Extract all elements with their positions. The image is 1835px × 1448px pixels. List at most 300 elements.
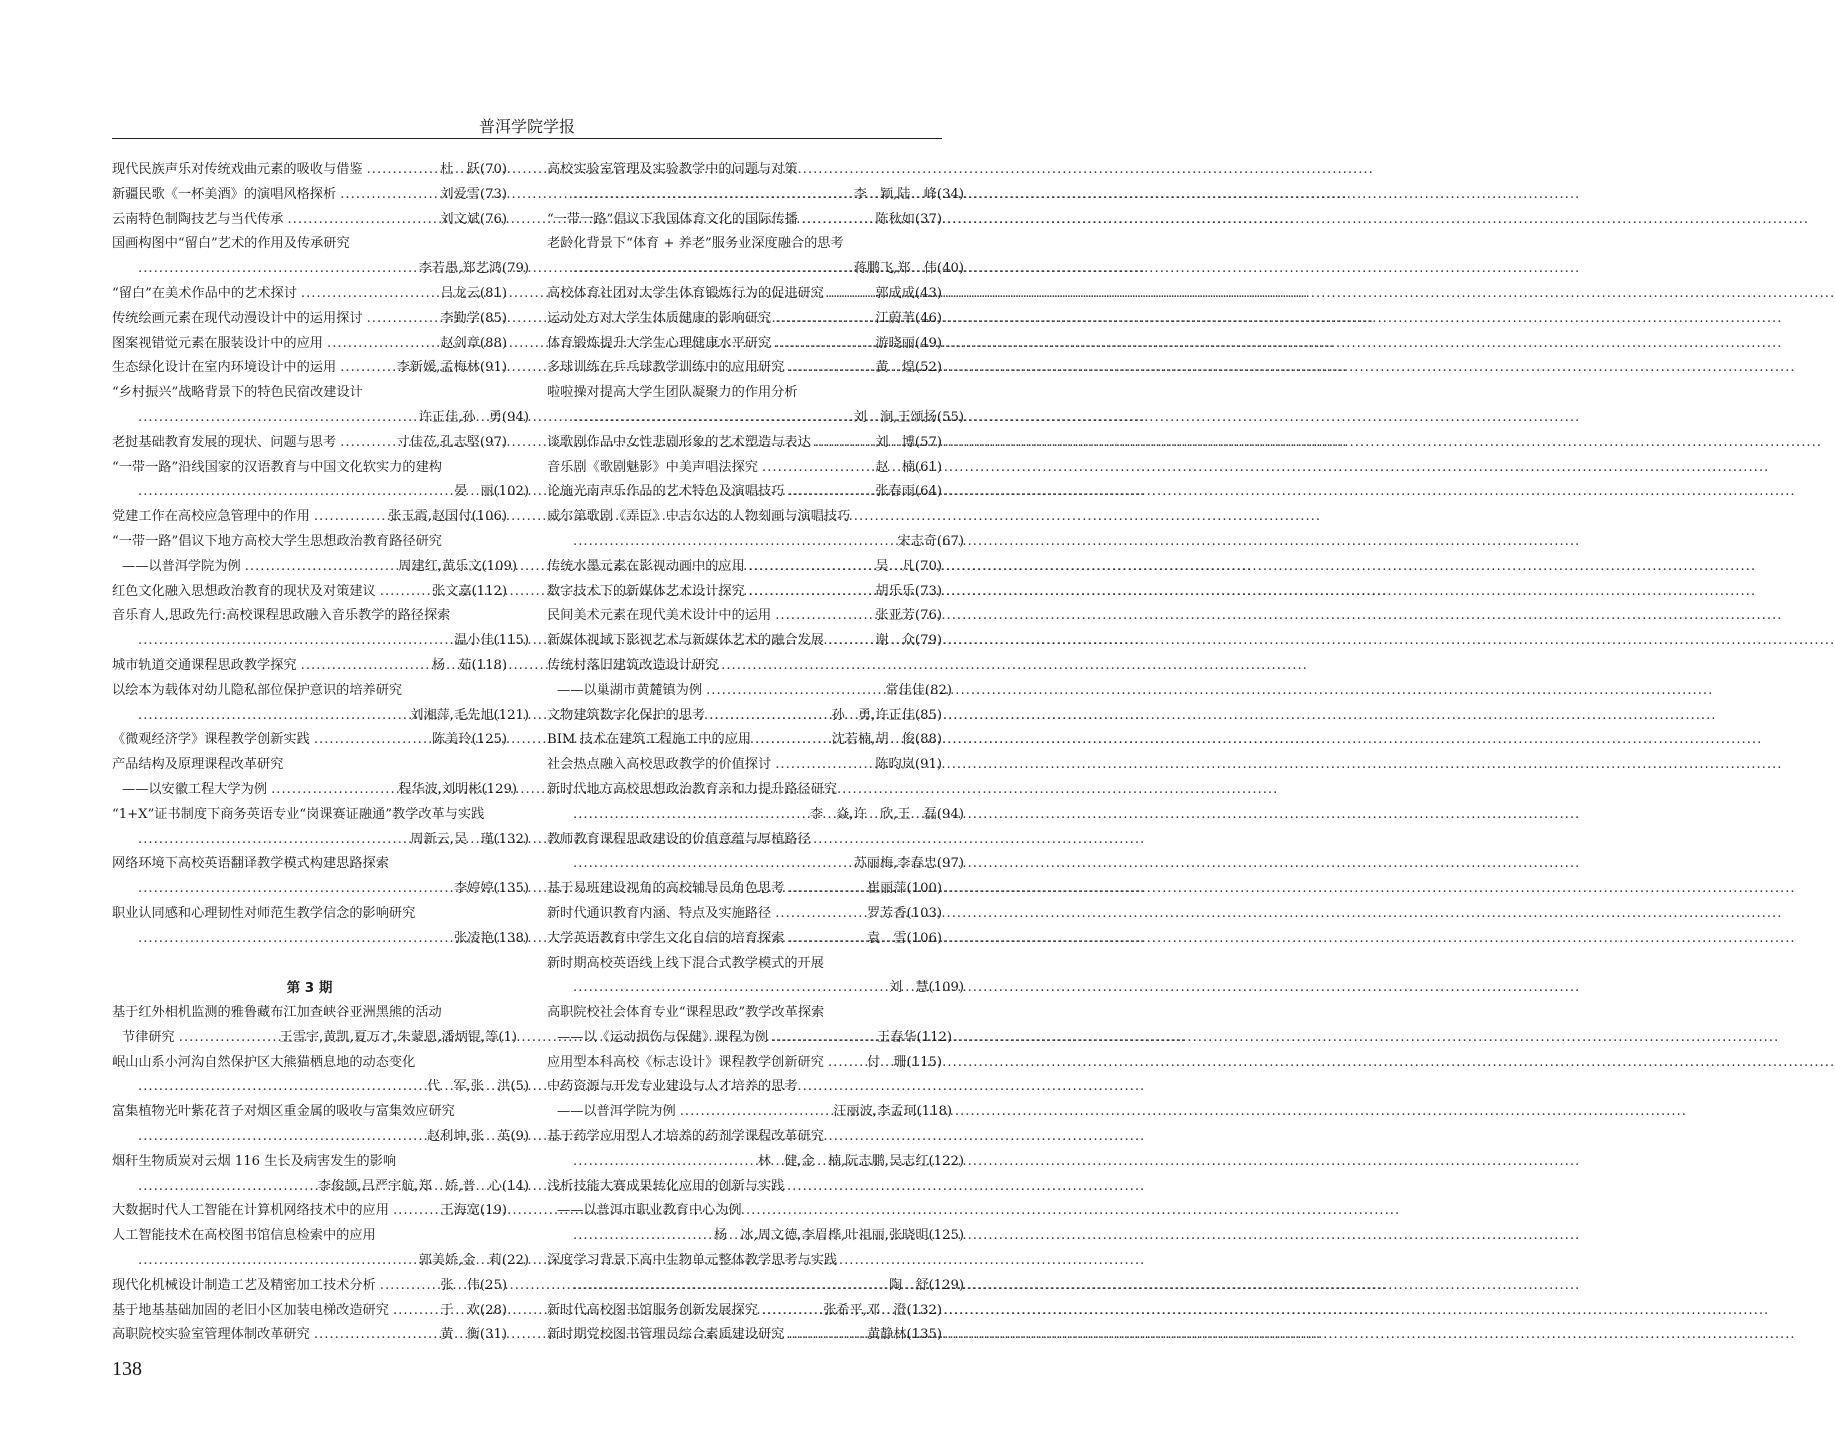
toc-entry-row: [112, 927, 529, 952]
toc-entry: [112, 828, 529, 853]
article-title: 《微观经济学》课程教学创新实践: [112, 732, 310, 748]
dot-leader: [573, 406, 850, 431]
toc-entry-row: [112, 257, 529, 282]
toc-entry-row: [547, 282, 942, 307]
dot-leader: [706, 679, 881, 704]
toc-entry: [547, 208, 942, 233]
dot-leader: [802, 208, 872, 233]
author-page: 刘湘萍,毛先旭(121): [410, 707, 529, 723]
toc-entry: [547, 282, 942, 307]
toc-entry: [547, 555, 942, 580]
toc-entry: [547, 902, 942, 927]
toc-entry-row: [547, 456, 942, 481]
author-page: 陈昀岚(91): [875, 757, 942, 773]
toc-entry: [547, 1323, 942, 1348]
toc-right-column: [547, 158, 964, 1348]
toc-entry-row: [547, 530, 964, 555]
author-page: 代 军,张 洪(5): [427, 1079, 529, 1095]
toc-entry-row: [547, 1026, 952, 1051]
toc-title-line: 产品结构及原理课程改革研究: [112, 757, 284, 773]
issue-heading: 第 3 期: [286, 980, 333, 997]
author-page: 汪丽波,李孟珂(118): [833, 1104, 952, 1120]
toc-title-line: 富集植物光叶紫花苕子对烟区重金属的吸收与富集效应研究: [112, 1104, 455, 1120]
dot-leader: [138, 629, 450, 654]
article-title: 新时代高校图书馆服务创新发展探究: [547, 1302, 758, 1318]
toc-entry: [547, 1100, 952, 1125]
toc-title-line: 新时代地方高校思想政治教育亲和力提升路径研究: [547, 781, 838, 797]
author-page: 李若愚,郑艺鸿(79): [418, 261, 529, 277]
toc-entry-row: [547, 679, 952, 704]
author-page: 李勤学(85): [440, 310, 507, 326]
author-page: 吴 凡(70): [875, 558, 942, 574]
article-title: 云南特色制陶技艺与当代传承: [112, 211, 284, 227]
toc-title-line: 啦啦操对提高大学生团队凝聚力的作用分析: [547, 385, 798, 401]
dot-leader: [573, 1150, 754, 1175]
toc-entry: [547, 679, 952, 704]
toc-entry-row: [547, 1299, 942, 1324]
dot-leader: [287, 208, 436, 233]
article-title: ——以巢湖市黄麓镇为例: [557, 682, 703, 698]
author-page: 温小佳(115): [453, 633, 529, 649]
toc-entry: [112, 480, 529, 505]
article-title: 基于易班建设视角的高校辅导员角色思考: [547, 881, 785, 897]
dot-leader: [749, 555, 872, 580]
toc-title-line: 威尔第歌剧《弄臣》中吉尔达的人物刻画与演唱技巧: [547, 509, 851, 525]
toc-entry-row: [547, 431, 942, 456]
dot-leader: [340, 431, 392, 456]
toc-entry: [112, 158, 507, 183]
author-page: 刘爱雪(73): [440, 186, 507, 202]
toc-title-line: 高校实验室管理及实验教学中的问题与对策: [547, 162, 798, 177]
toc-title-line: 岷山山系小河沟自然保护区大熊猫栖息地的动态变化: [112, 1054, 416, 1070]
journal-title: 普洱学院学报: [478, 117, 575, 136]
article-title: 现代化机械设计制造工艺及精密加工技术分析: [112, 1277, 376, 1293]
toc-title-line: 烟秆生物质炭对云烟 116 生长及病害发生的影响: [112, 1153, 397, 1169]
toc-entry-row: [547, 1274, 964, 1299]
toc-entry: [112, 778, 517, 803]
article-title: 多球训练在乒乓球教学训练中的应用研究: [547, 360, 785, 376]
toc-entry-row: [547, 332, 942, 357]
toc-entry-row: [112, 208, 507, 233]
dot-leader: [138, 704, 406, 729]
toc-entry: [547, 1051, 942, 1076]
article-title: 红色文化融入思想政治教育的现状及对策建议: [112, 583, 376, 599]
dot-leader: [762, 456, 871, 481]
dot-leader: [749, 580, 872, 605]
author-page: 程华波,刘明彬(129): [398, 781, 517, 797]
toc-entry-row: [112, 1026, 517, 1051]
toc-entry-row: [112, 1075, 529, 1100]
toc-entry-row: [112, 1323, 507, 1348]
dot-leader: [138, 828, 406, 853]
dot-leader: [775, 332, 871, 357]
author-page: 刘文斌(76): [440, 211, 507, 227]
toc-entry: [547, 332, 942, 357]
toc-entry-row: [112, 356, 507, 381]
toc-entry-row: [112, 307, 507, 332]
toc-entry-row: [547, 257, 964, 282]
author-page: 张春雨(64): [875, 484, 942, 500]
toc-title-line: ——以普洱市职业教育中心为例: [557, 1203, 742, 1219]
toc-entry: [547, 406, 964, 431]
dot-leader: [788, 480, 871, 505]
dot-leader: [393, 1199, 436, 1224]
toc-entry-row: [547, 704, 942, 729]
author-page: 赵剑章(88): [440, 335, 507, 351]
dot-leader: [138, 927, 450, 952]
article-title: 基于地基基础加固的老旧小区加装电梯改造研究: [112, 1302, 389, 1318]
article-title: ——以普洱学院为例: [557, 1104, 676, 1120]
toc-entry: [547, 431, 942, 456]
author-page: 刘 涧,王颂扬(55): [853, 409, 964, 425]
article-title: 民间美术元素在现代美术设计中的运用: [547, 608, 772, 624]
author-page: 陶 舒(129): [888, 1277, 964, 1293]
dot-leader: [327, 332, 436, 357]
dot-leader: [138, 406, 415, 431]
toc-entry-row: [112, 580, 507, 605]
blank-line: [112, 952, 507, 977]
dot-leader: [775, 604, 871, 629]
author-page: 王海宽(19): [440, 1203, 507, 1219]
author-page: 袁 雪(106): [866, 930, 942, 946]
author-page: 周建红,黄乐文(109): [398, 558, 517, 574]
dot-leader: [301, 282, 436, 307]
toc-title-line: 以绘本为载体对幼儿隐私部位保护意识的培养研究: [112, 682, 403, 698]
toc-entry-row: [547, 406, 964, 431]
toc-entry: [547, 976, 964, 1001]
article-title: 谈歌剧作品中女性悲剧形象的艺术塑造与表达: [547, 434, 811, 450]
article-title: 现代民族声乐对传统戏曲元素的吸收与借鉴: [112, 162, 363, 177]
toc-entry: [547, 1299, 942, 1324]
dot-leader: [772, 1026, 873, 1051]
toc-entry: [547, 1274, 964, 1299]
toc-title-line: 基于药学应用型人才培养的药剂学课程改革研究: [547, 1129, 824, 1145]
author-page: 寸佳莅,孔志堅(97): [396, 434, 507, 450]
dot-leader: [828, 282, 871, 307]
toc-entry-row: [547, 877, 942, 902]
article-title: 节律研究: [122, 1029, 175, 1045]
toc-title-line: 教师教育课程思政建设的价值意蕴与厚植路径: [547, 831, 811, 847]
toc-entry-row: [547, 728, 942, 753]
dot-leader: [138, 1075, 423, 1100]
author-page: 沈若楠,胡 俊(88): [831, 732, 942, 748]
toc-entry-row: [547, 1323, 942, 1348]
toc-entry: [112, 629, 529, 654]
author-page: 宋志奇(67): [897, 533, 964, 549]
dot-leader: [762, 1299, 819, 1324]
toc-entry: [112, 208, 507, 233]
toc-title-line: 老龄化背景下“体育 + 养老”服务业深度融合的思考: [547, 236, 844, 252]
toc-entry-row: [547, 1150, 964, 1175]
toc-entry: [547, 852, 964, 877]
toc-entry: [547, 456, 942, 481]
toc-title-line: 人工智能技术在高校图书馆信息检索中的应用: [112, 1228, 376, 1244]
dot-leader: [788, 1323, 863, 1348]
toc-entry: [112, 580, 507, 605]
toc-entry: [547, 1026, 952, 1051]
toc-entry: [112, 431, 507, 456]
toc-entry: [112, 257, 529, 282]
article-title: 社会热点融入高校思政教学的价值探讨: [547, 757, 772, 773]
toc-entry: [112, 1274, 507, 1299]
toc-entry: [112, 332, 507, 357]
toc-entry: [112, 183, 507, 208]
toc-entry-row: [112, 555, 517, 580]
author-page: 周新云,吴 瑾(132): [410, 831, 529, 847]
toc-entry-row: [547, 927, 942, 952]
toc-title-line: 国画构图中“留白”艺术的作用及传承研究: [112, 236, 350, 252]
toc-entry: [112, 555, 517, 580]
author-page: 王春华(112): [876, 1029, 952, 1045]
author-page: 许正佳,孙 勇(94): [418, 409, 529, 425]
article-title: “一带一路”倡议下我国体育文化的国际传播: [547, 211, 798, 227]
dot-leader: [138, 1125, 423, 1150]
toc-entry: [112, 1199, 507, 1224]
toc-entry-row: [112, 654, 507, 679]
author-page: 孙 勇,许正佳(85): [831, 707, 942, 723]
toc-entry: [547, 604, 942, 629]
author-page: 郭成成(43): [875, 285, 942, 301]
dot-leader: [301, 654, 428, 679]
dot-leader: [755, 728, 828, 753]
dot-leader: [271, 778, 394, 803]
toc-entry-row: [547, 356, 942, 381]
dot-leader: [340, 356, 392, 381]
toc-entry: [547, 728, 942, 753]
dot-leader: [815, 431, 872, 456]
toc-entry: [547, 803, 964, 828]
toc-entry: [547, 356, 942, 381]
toc-entry-row: [112, 282, 507, 307]
author-page: 江蔚苇(46): [875, 310, 942, 326]
author-page: 张文嘉(112): [431, 583, 507, 599]
toc-entry: [112, 356, 507, 381]
toc-entry-row: [547, 208, 942, 233]
article-title: 论施光南声乐作品的艺术特色及演唱技巧: [547, 484, 785, 500]
dot-leader: [138, 1249, 415, 1274]
toc-entry-row: [112, 1199, 507, 1224]
toc-entry-row: [547, 803, 964, 828]
dot-leader: [573, 1274, 885, 1299]
toc-entry-row: [112, 183, 507, 208]
author-page: 黄 衡(31): [440, 1327, 507, 1343]
toc-title-line: 网络环境下高校英语翻译教学模式构建思路探索: [112, 856, 389, 872]
author-page: 崔丽萍(100): [866, 881, 942, 897]
author-page: 刘 慧(109): [888, 980, 964, 996]
author-page: 郭美娇,金 莉(22): [418, 1253, 529, 1269]
toc-entry: [112, 927, 529, 952]
author-page: 刘 博(57): [875, 434, 942, 450]
article-title: 文物建筑数字化保护的思考: [547, 707, 706, 723]
toc-entry-row: [112, 704, 529, 729]
article-title: 高校体育社团对大学生体育锻炼行为的促进研究: [547, 285, 824, 301]
dot-leader: [314, 1323, 437, 1348]
article-title: 图案视错觉元素在服装设计中的应用: [112, 335, 323, 351]
toc-entry-row: [112, 828, 529, 853]
toc-entry-row: [112, 1175, 529, 1200]
toc-entry-row: [547, 753, 942, 778]
author-page: 林 健,金 楠,阮志鹏,吴志红(122): [757, 1153, 964, 1169]
author-page: 胡乐乐(73): [875, 583, 942, 599]
toc-entry-row: [112, 158, 507, 183]
dot-leader: [788, 356, 871, 381]
author-page: 杜 跃(70): [440, 162, 507, 177]
article-title: 新疆民歌《一杯美酒》的演唱风格探析: [112, 186, 337, 202]
author-page: 李新媛,孟梅林(91): [396, 360, 507, 376]
dot-leader: [573, 530, 893, 555]
article-title: ——以安徽工程大学为例: [122, 781, 268, 797]
author-page: 赵利坤,张 英(9): [427, 1129, 529, 1145]
author-page: 张凌艳(138): [453, 930, 529, 946]
toc-title-line: 中药资源与开发专业建设与人才培养的思考: [547, 1079, 798, 1095]
article-title: 体育锻炼提升大学生心理健康水平研究: [547, 335, 772, 351]
author-page: 王雪宇,黄凯,夏万才,朱蒙恩,潘炳锟,等(1): [279, 1029, 517, 1045]
author-page: 于 欢(28): [440, 1302, 507, 1318]
toc-entry: [547, 927, 942, 952]
toc-entry: [547, 580, 942, 605]
dot-leader: [775, 753, 871, 778]
toc-entry-row: [547, 183, 964, 208]
author-page: 赵 楠(61): [875, 459, 942, 475]
toc-entry-row: [547, 1051, 942, 1076]
toc-entry-row: [112, 778, 517, 803]
toc-entry: [112, 1075, 529, 1100]
toc-entry-row: [112, 480, 529, 505]
dot-leader: [380, 580, 428, 605]
dot-leader: [788, 927, 863, 952]
dot-leader: [788, 877, 863, 902]
author-page: 张玉霞,赵国付(106): [388, 509, 507, 525]
toc-title-line: 音乐育人,思政先行:高校课程思政融入音乐教学的路径探索: [112, 608, 451, 624]
toc-entry: [112, 1299, 507, 1324]
article-title: 数字技术下的新媒体艺术设计探究: [547, 583, 745, 599]
toc-title-line: “一带一路”沿线国家的汉语教育与中国文化软实力的建构: [112, 459, 442, 475]
dot-leader: [380, 1274, 437, 1299]
article-title: 传统绘画元素在现代动漫设计中的运用探讨: [112, 310, 363, 326]
author-page: 李 颖,陆 峰(34): [853, 186, 964, 202]
toc-title-line: 传统村落旧建筑改造设计研究: [547, 657, 719, 673]
toc-entry-row: [112, 1274, 507, 1299]
toc-entry-row: [112, 629, 529, 654]
toc-entry-row: [112, 1299, 507, 1324]
dot-leader: [367, 307, 437, 332]
toc-title-line: “一带一路”倡议下地方高校大学生思想政治教育路径研究: [112, 533, 442, 549]
toc-entry: [547, 1224, 964, 1249]
toc-title-line: “1+X”证书制度下商务英语专业“岗课赛证融通”教学改革与实践: [112, 806, 485, 822]
author-page: 陈秋如(37): [875, 211, 942, 227]
toc-entry-row: [547, 629, 942, 654]
dot-leader: [680, 1100, 830, 1125]
dot-leader: [179, 1026, 276, 1051]
toc-entry: [112, 728, 507, 753]
dot-leader: [828, 629, 871, 654]
toc-entry: [112, 505, 507, 530]
toc-entry-row: [547, 852, 964, 877]
article-title: 城市轨道交通课程思政教学探究: [112, 657, 297, 673]
toc-entry-row: [547, 976, 964, 1001]
author-page: 晏 丽(102): [453, 484, 529, 500]
article-title: 传统水墨元素在影视动画中的应用: [547, 558, 745, 574]
toc-entry: [547, 877, 942, 902]
dot-leader: [340, 183, 436, 208]
author-page: 谢 众(79): [875, 633, 942, 649]
toc-title-line: 基于红外相机监测的雅鲁藏布江加查峡谷亚洲黑熊的活动: [112, 1005, 442, 1021]
dot-leader: [709, 704, 827, 729]
dot-leader: [573, 257, 850, 282]
article-title: 新时期党校图书管理员综合素质建设研究: [547, 1327, 785, 1343]
author-page: 游晓丽(49): [875, 335, 942, 351]
toc-entry: [547, 629, 942, 654]
toc-entry: [112, 1125, 529, 1150]
dot-leader: [138, 877, 450, 902]
article-title: 新媒体视域下影视艺术与新媒体艺术的融合发展: [547, 633, 824, 649]
author-page: 陈美玲(125): [431, 732, 507, 748]
dot-leader: [138, 480, 450, 505]
toc-title-line: 新时期高校英语线上线下混合式教学模式的开展: [547, 955, 824, 971]
article-title: 音乐剧《歌剧魅影》中美声唱法探究: [547, 459, 758, 475]
author-page: 杨 茹(118): [431, 657, 507, 673]
dot-leader: [573, 852, 850, 877]
article-title: BIM 技术在建筑工程施工中的应用: [547, 732, 752, 748]
dot-leader: [828, 1051, 863, 1076]
toc-entry-row: [112, 1249, 529, 1274]
article-title: 应用型本科高校《标志设计》课程教学创新研究: [547, 1054, 824, 1070]
toc-entry-row: [112, 877, 529, 902]
toc-entry-row: [112, 332, 507, 357]
author-page: 李婷婷(135): [453, 881, 529, 897]
toc-entry: [547, 183, 964, 208]
toc-entry-row: [547, 480, 942, 505]
dot-leader: [573, 803, 806, 828]
toc-entry-row: [112, 728, 507, 753]
toc-entry-row: [112, 1125, 529, 1150]
toc-entry-row: [547, 604, 942, 629]
dot-leader: [573, 1224, 710, 1249]
author-page: 常佳佳(82): [885, 682, 952, 698]
author-page: 黄静林(135): [866, 1327, 942, 1343]
toc-entry-row: [547, 1100, 952, 1125]
toc-entry: [112, 877, 529, 902]
dot-leader: [393, 1299, 436, 1324]
dot-leader: [573, 976, 885, 1001]
toc-entry: [112, 406, 529, 431]
author-page: 付 珊(115): [866, 1054, 942, 1070]
toc-entry: [112, 1323, 507, 1348]
toc-entry-row: [547, 1224, 964, 1249]
dot-leader: [367, 158, 437, 183]
toc-entry-row: [547, 580, 942, 605]
toc-entry: [547, 704, 942, 729]
article-title: ——以《运动损伤与保健》课程为例: [557, 1029, 768, 1045]
author-page: 罗芳香(103): [866, 905, 942, 921]
author-page: 黄 煌(52): [875, 360, 942, 376]
toc-entry: [547, 307, 942, 332]
article-title: 党建工作在高校应急管理中的作用: [112, 509, 310, 525]
author-page: 吕龙云(81): [440, 285, 507, 301]
toc-entry: [112, 1175, 529, 1200]
dot-leader: [775, 307, 871, 332]
dot-leader: [573, 183, 850, 208]
article-title: 新时代通识教育内涵、特点及实施路径: [547, 905, 772, 921]
toc-entry-row: [547, 902, 942, 927]
article-title: 生态绿化设计在室内环境设计中的运用: [112, 360, 337, 376]
toc-entry: [112, 1026, 517, 1051]
header-rule: [112, 138, 942, 139]
toc-title-line: 深度学习背景下高中生物单元整体教学思考与实践: [547, 1253, 838, 1269]
toc-entry: [547, 530, 964, 555]
author-page: 杨 冰,周文德,李眉桦,叶祖丽,张晓明(125): [713, 1228, 964, 1244]
toc-entry-row: [112, 406, 529, 431]
